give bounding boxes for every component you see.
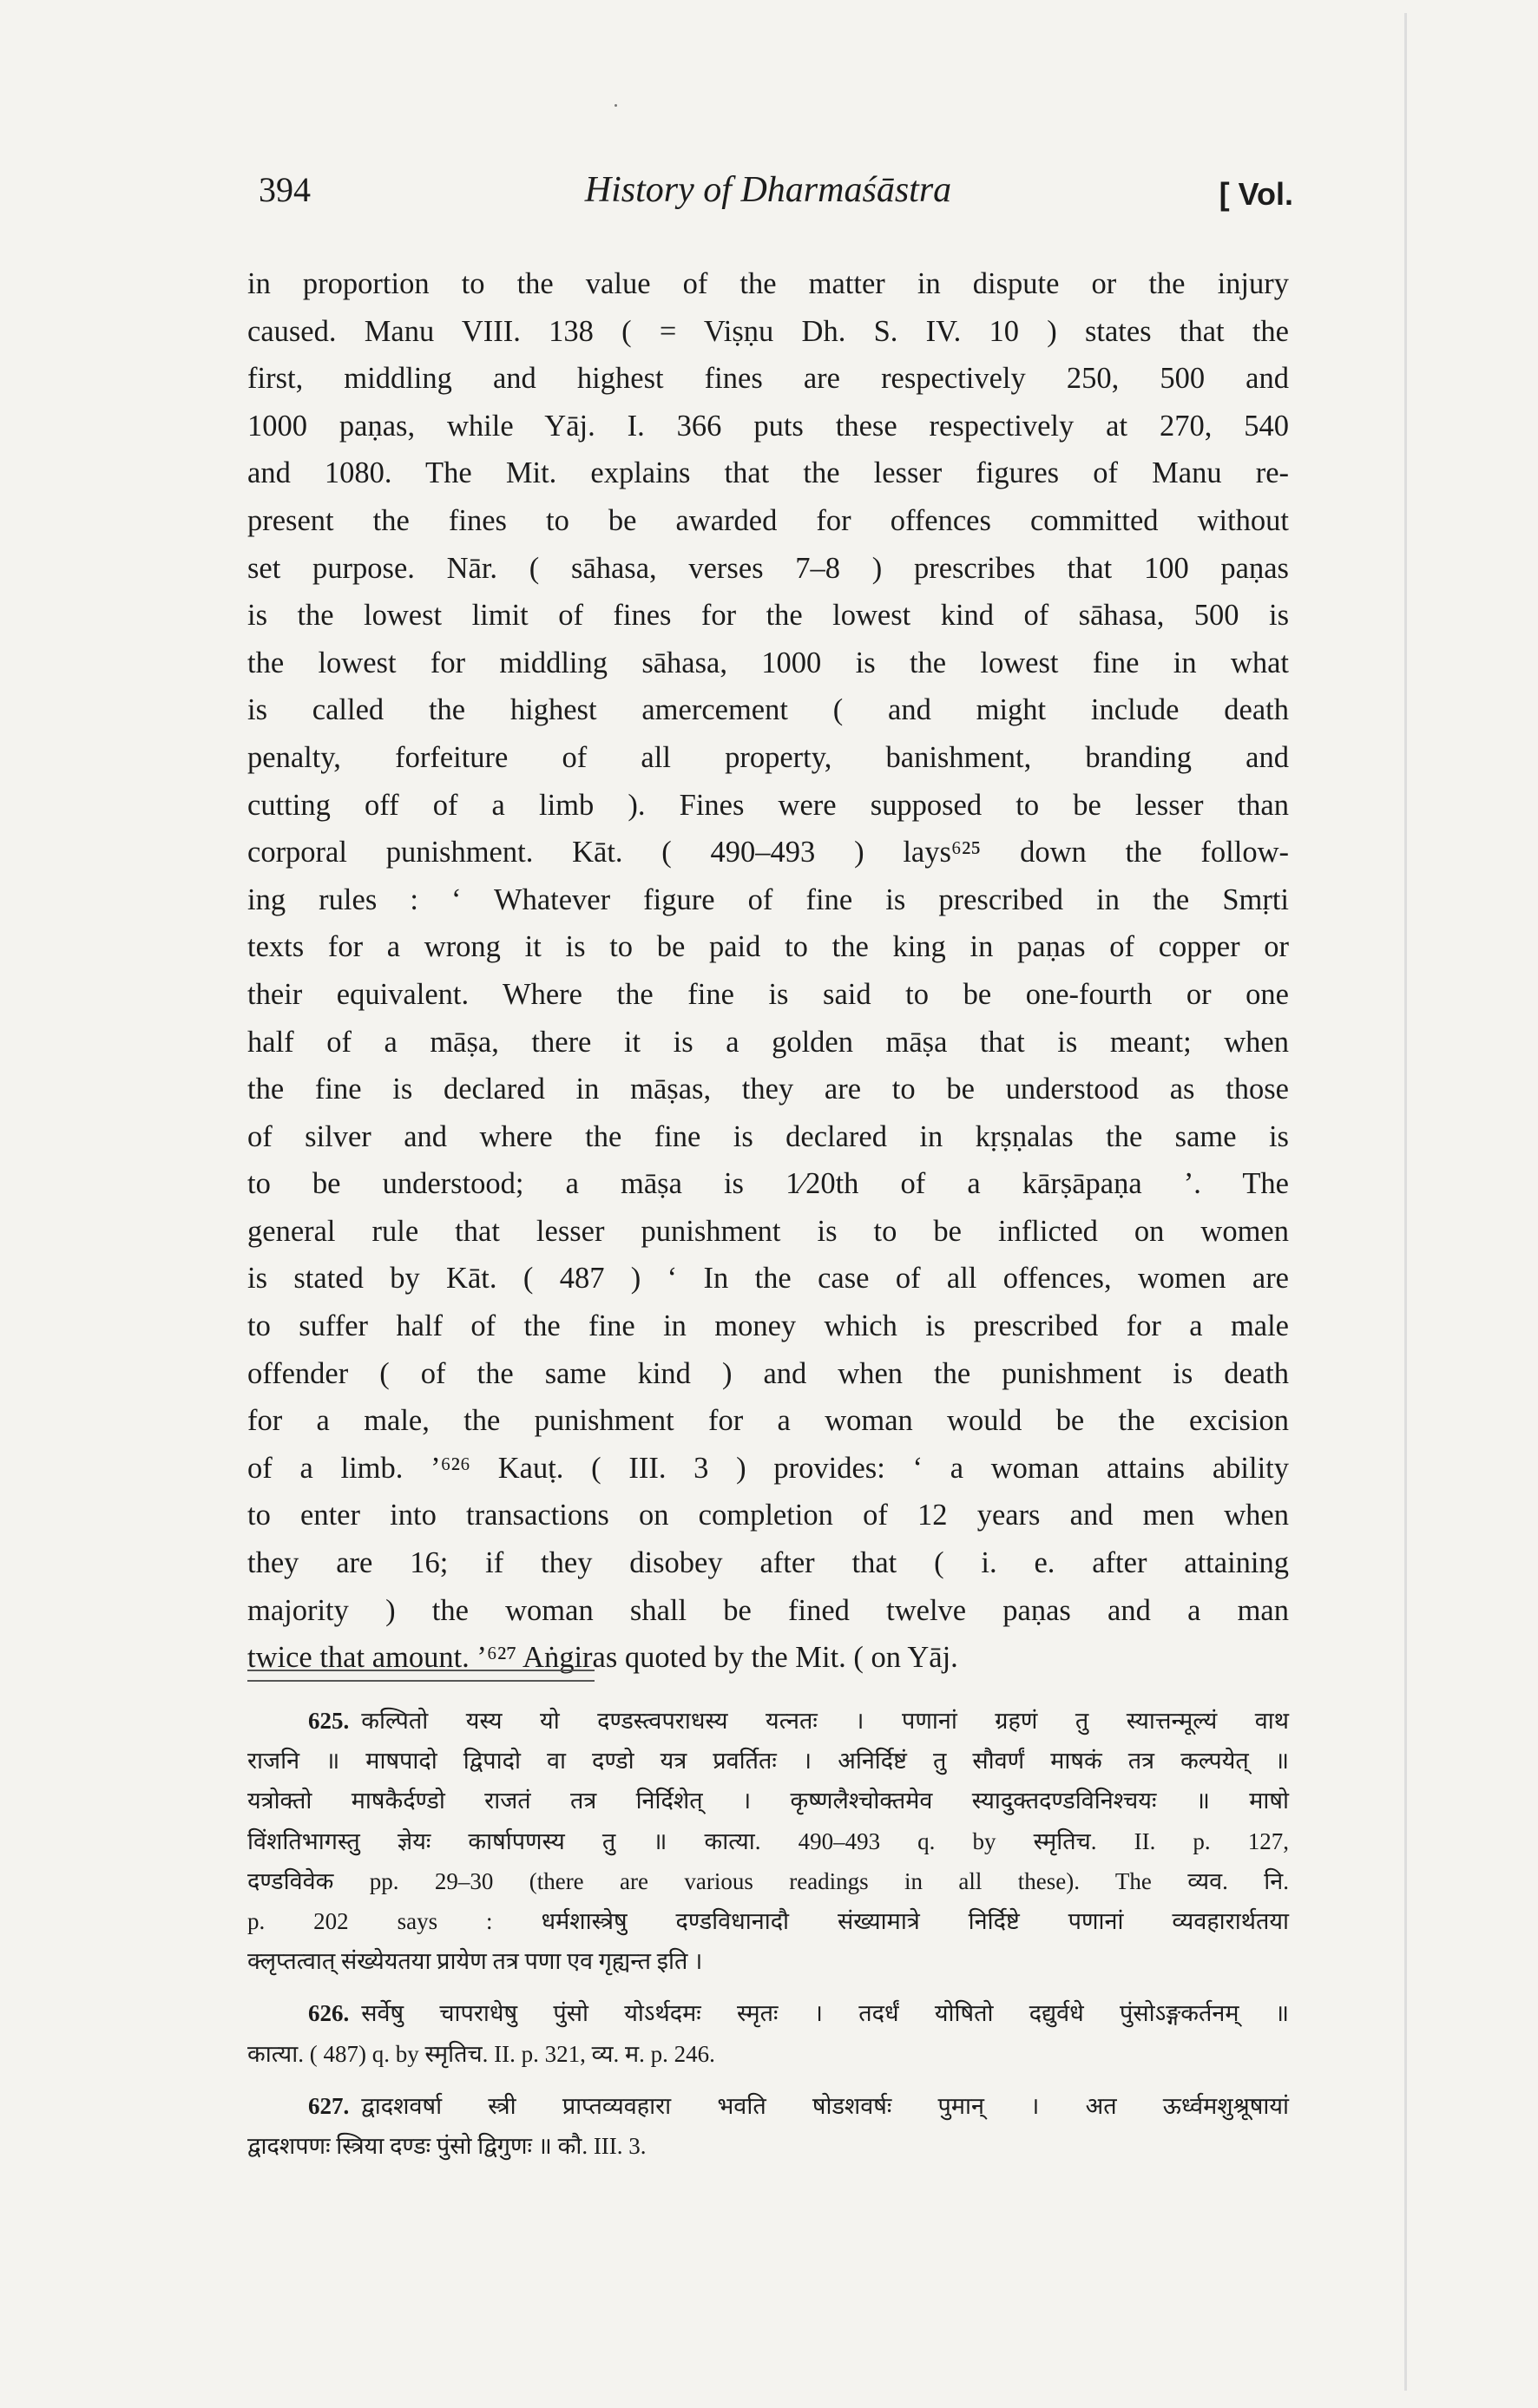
text-line: penalty, forfeiture of all property, banishment, branding and bbox=[247, 740, 1289, 774]
footnote-text: दण्डविवेक pp. 29–30 (there are various readings in all these). The व्यव. नि. bbox=[247, 1867, 1289, 1894]
volume-label: [ Vol. bbox=[1219, 176, 1293, 212]
footnote-626 bbox=[247, 1993, 1289, 2073]
text-line: and 1080. The Mit. explains that the lesser figures of Manu re- bbox=[247, 456, 1289, 490]
text-line: is stated by Kāt. ( 487 ) ‘ In the case of all offences, women are bbox=[247, 1262, 1289, 1296]
text-line: of silver and where the fine is declared in kṛṣṇalas the same is bbox=[247, 1119, 1289, 1153]
footnote-separator bbox=[247, 1670, 595, 1682]
running-title: History of Dharmaśāstra bbox=[584, 170, 952, 210]
footnotes bbox=[247, 1701, 1289, 2178]
text-line: offender ( of the same kind ) and when the punishment is death bbox=[247, 1356, 1289, 1390]
text-line: set purpose. Nār. ( sāhasa, verses 7–8 ) prescribes that 100 paṇas bbox=[247, 551, 1289, 585]
text-line: to enter into transactions on completion of 12 years and men when bbox=[247, 1499, 1289, 1532]
page-edge-shadow bbox=[1404, 13, 1407, 2391]
text-line: for a male, the punishment for a woman would be the excision bbox=[247, 1404, 1289, 1438]
footnote-line bbox=[247, 1861, 1289, 1901]
text-line: first, middling and highest fines are respectively 250, 500 and bbox=[247, 362, 1289, 396]
main-text bbox=[247, 260, 1289, 1682]
footnote-text: p. 202 says : धर्मशास्त्रेषु दण्डविधानादौ संख्यामात्रे निर्दिष्टे पणानां व्यवहारार्थतया bbox=[247, 1907, 1289, 1934]
footnote-text: कात्या. ( 487) q. by स्मृतिच. II. p. 321, व्य. म. p. 246. bbox=[247, 2040, 715, 2067]
footnote-number: 627. bbox=[308, 2092, 350, 2119]
text-line: cutting off of a limb ). Fines were supposed to be lesser than bbox=[247, 788, 1289, 822]
text-line: in proportion to the value of the matter in dispute or the injury bbox=[247, 267, 1289, 300]
footnote-line bbox=[247, 2086, 1289, 2126]
text-line: texts for a wrong it is to be paid to the king in paṇas of copper or bbox=[247, 930, 1289, 964]
footnote-number: 625. bbox=[308, 1708, 350, 1734]
text-line: present the fines to be awarded for offences committed without bbox=[247, 503, 1289, 537]
footnote-text: कल्पितो यस्य यो दण्डस्त्वपराधस्य यत्नतः । पणानां ग्रहणं तु स्यात्तन्मूल्यं वाथ bbox=[361, 1708, 1289, 1734]
footnote-text: विंशतिभागस्तु ज्ञेयः कार्षापणस्य तु ॥ कात्या. 490–493 q. by स्मृतिच. II. p. 127, bbox=[247, 1827, 1289, 1854]
page-number: 394 bbox=[259, 170, 311, 209]
footnote-text: द्वादशवर्षा स्त्री प्राप्तव्यवहारा भवति षोडशवर्षः पुमान् । अत ऊर्ध्वमशुश्रूषायां bbox=[361, 2092, 1289, 2119]
footnote-number: 626. bbox=[308, 2000, 350, 2027]
footnote-line bbox=[247, 1781, 1289, 1821]
footnote-text: सर्वेषु चापराधेषु पुंसो योऽर्थदमः स्मृतः । तदर्धं योषितो दद्युर्वधे पुंसोऽङ्गकर्तनम् ॥ bbox=[361, 2000, 1289, 2027]
text-line: to be understood; a māṣa is 1⁄20th of a kārṣāpaṇa ’. The bbox=[247, 1167, 1289, 1201]
footnote-text: द्वादशपणः स्त्रिया दण्डः पुंसो द्विगुणः ॥ कौ. III. 3. bbox=[247, 2132, 647, 2159]
footnote-line bbox=[247, 1941, 1289, 1981]
text-line: general rule that lesser punishment is to be inflicted on women bbox=[247, 1214, 1289, 1248]
text-line: 1000 paṇas, while Yāj. I. 366 puts these respectively at 270, 540 bbox=[247, 409, 1289, 443]
footnote-line bbox=[247, 1901, 1289, 1941]
running-header bbox=[243, 169, 1293, 221]
text-line: twice that amount. ’⁶²⁷ Aṅgiras quoted by the Mit. ( on Yāj. bbox=[247, 1641, 958, 1675]
footnote-text: क्लृप्तत्वात् संख्येयतया प्रायेण तत्र पणा एव गृह्यन्त इति । bbox=[247, 1948, 703, 1975]
text-line: the lowest for middling sāhasa, 1000 is the lowest fine in what bbox=[247, 646, 1289, 679]
footnote-line bbox=[247, 1821, 1289, 1861]
footnote-line bbox=[247, 2034, 1289, 2074]
footnote-line bbox=[247, 1993, 1289, 2033]
footnote-625 bbox=[247, 1701, 1289, 1981]
scan-speck bbox=[615, 104, 617, 107]
text-line: the fine is declared in māṣas, they are to be understood as those bbox=[247, 1073, 1289, 1106]
footnote-text: राजनि ॥ माषपादो द्विपादो वा दण्डो यत्र प्रवर्तितः । अनिर्दिष्टं तु सौवर्णं माषकं तत्र कल्पयेत् ॥ bbox=[247, 1748, 1289, 1775]
text-line: corporal punishment. Kāt. ( 490–493 ) lays⁶²⁵ down the follow- bbox=[247, 836, 1289, 869]
footnote-line bbox=[247, 2126, 1289, 2166]
footnote-627 bbox=[247, 2086, 1289, 2166]
text-line: their equivalent. Where the fine is said to be one-fourth or one bbox=[247, 977, 1289, 1011]
text-line: majority ) the woman shall be fined twelve paṇas and a man bbox=[247, 1593, 1289, 1627]
text-line: is the lowest limit of fines for the lowest kind of sāhasa, 500 is bbox=[247, 599, 1289, 633]
text-line: ing rules : ‘ Whatever figure of fine is prescribed in the Smṛti bbox=[247, 882, 1289, 916]
text-line: of a limb. ’⁶²⁶ Kauṭ. ( III. 3 ) provides: ‘ a woman attains ability bbox=[247, 1451, 1289, 1485]
footnote-text: यत्रोक्तो माषकैर्दण्डो राजतं तत्र निर्दिशेत् । कृष्णलैश्चोक्तमेव स्यादुक्तदण्डविनिश्चयः ॥ माषो bbox=[247, 1788, 1289, 1814]
text-line: half of a māṣa, there it is a golden māṣa that is meant; when bbox=[247, 1025, 1289, 1059]
footnote-line bbox=[247, 1701, 1289, 1741]
text-line: they are 16; if they disobey after that ( i. e. after attaining bbox=[247, 1546, 1289, 1580]
text-line: is called the highest amercement ( and might include death bbox=[247, 693, 1289, 727]
text-line: caused. Manu VIII. 138 ( = Viṣṇu Dh. S. IV. 10 ) states that the bbox=[247, 314, 1289, 348]
footnote-line bbox=[247, 1741, 1289, 1781]
text-line: to suffer half of the fine in money which is prescribed for a male bbox=[247, 1309, 1289, 1343]
